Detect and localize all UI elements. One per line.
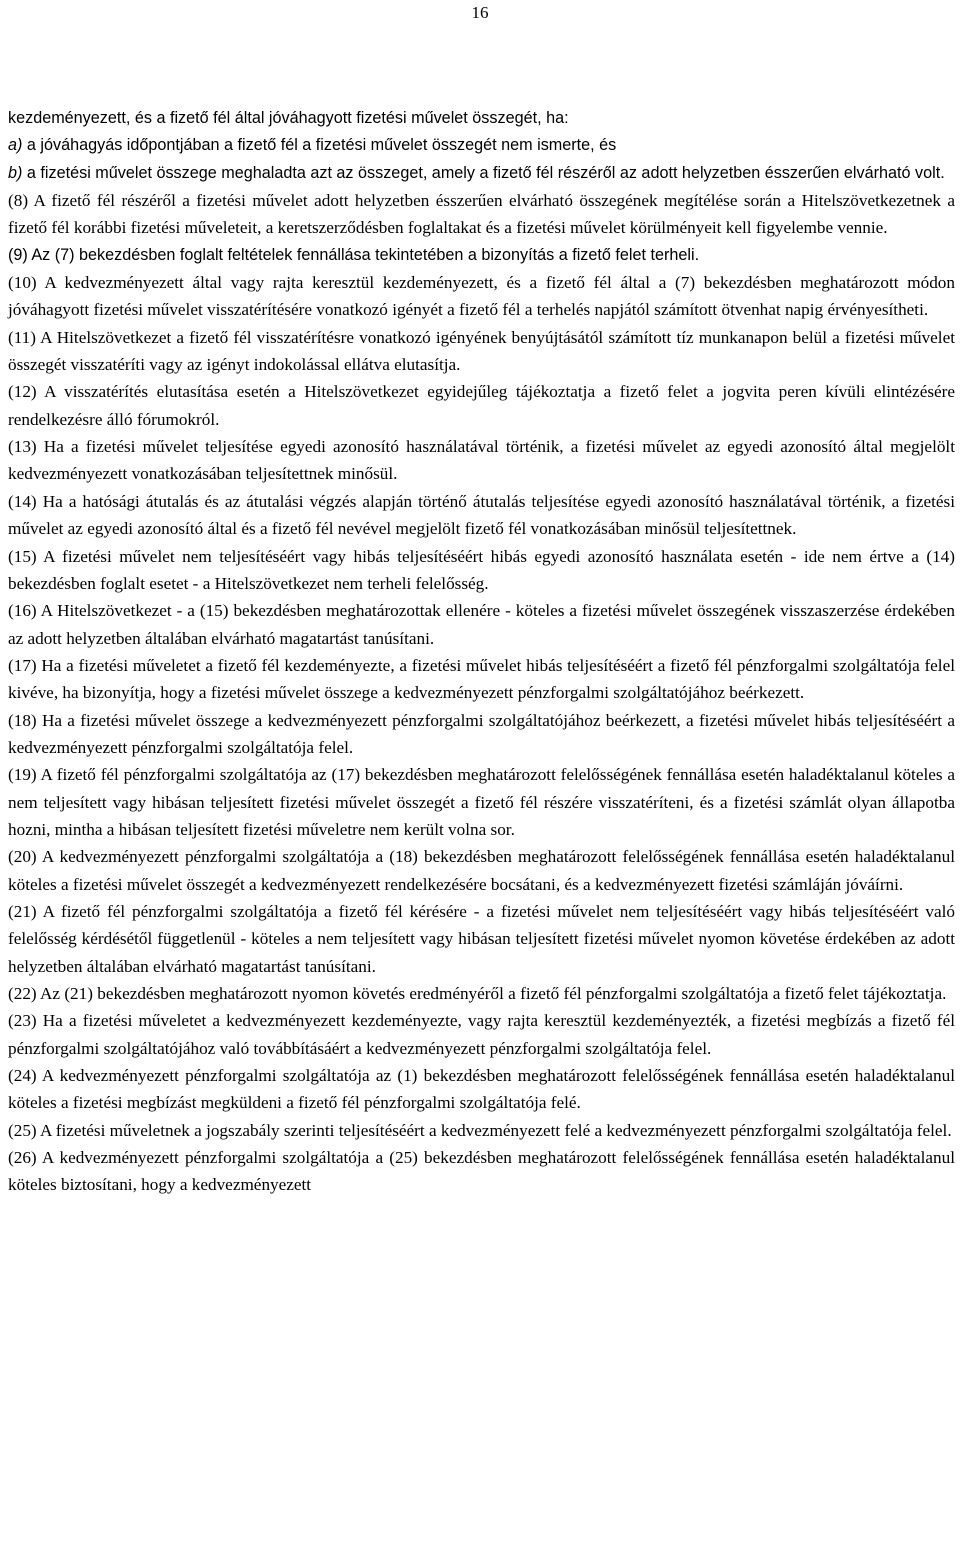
paragraph-21: (21) A fizető fél pénzforgalmi szolgáltatója a fizető fél kérésére - a fizetési művelet nem teljesítéséért vagy hibás teljesítéséért való felelősség kérdésétől függetlenül - köteles a nem teljesített vagy hibásan teljesített fizetési művelet nyomon követése érdekében az adott helyzetben általában elvárható magatartást tanúsítani. — [8, 901, 955, 976]
item-a-text: a jóváhagyás időpontjában a fizető fél a fizetési művelet összegét nem ismerte, és — [22, 136, 617, 155]
item-b-text: a fizetési művelet összege meghaladta azt az összeget, amely a fizető fél részéről az adott helyzetben ésszerűen elvárható volt. — [22, 163, 945, 182]
paragraph-18: (18) Ha a fizetési művelet összege a kedvezményezett pénzforgalmi szolgáltatójához beérkezett, a fizetési művelet hibás teljesítéséért a kedvezményezett pénzforgalmi szolgáltatója felel. — [8, 710, 955, 757]
page-number: 16 — [471, 3, 489, 22]
intro-line: kezdeményezett, és a fizető fél által jóváhagyott fizetési művelet összegét, ha: — [8, 109, 569, 127]
paragraph-22: (22) Az (21) bekezdésben meghatározott nyomon követés eredményéről a fizető fél pénzforgalmi szolgáltatója a fizető felet tájékoztatja. — [8, 984, 947, 1003]
document-body — [8, 105, 955, 1199]
paragraph-8: (8) A fizető fél részéről a fizetési művelet adott helyzetben ésszerűen elvárható összegének megítélése során a Hitelszövetkezetnek a fizető fél korábbi fizetési műveleteit, a keretszerződésben foglaltakat és a fizetési művelet körülményeit kell figyelembe vennie. — [8, 191, 955, 238]
item-a-marker: a) — [8, 136, 23, 155]
paragraph-19: (19) A fizető fél pénzforgalmi szolgáltatója az (17) bekezdésben meghatározott felelősségének fennállása esetén haladéktalanul köteles a nem teljesített vagy hibásan teljesített fizetési művelet összegét a fizető fél részére visszatéríteni, és a fizetési számlát olyan állapotba hozni, mintha a hibásan teljesített fizetési műveletre nem került volna sor. — [8, 765, 955, 839]
paragraph-20: (20) A kedvezményezett pénzforgalmi szolgáltatója a (18) bekezdésben meghatározott felelősségének fennállása esetén haladéktalanul köteles a fizetési művelet összegét a kedvezményezett rendelkezésére bocsátani, és a kedvezményezett fizetési számláján jóváírni. — [8, 847, 955, 894]
intro-item-b — [8, 160, 955, 187]
paragraph-12: (12) A visszatérítés elutasítása esetén a Hitelszövetkezet egyidejűleg tájékoztatja a fizető felet a jogvita peren kívüli elintézésére rendelkezésre álló fórumokról. — [8, 382, 955, 429]
intro-item-a — [8, 132, 955, 159]
paragraph-23: (23) Ha a fizetési műveletet a kedvezményezett kezdeményezte, vagy rajta keresztül kezdeményezték, a fizetési megbízás a fizető fél pénzforgalmi szolgáltatójához való továbbításáért a kedvezményezett pénzforgalmi szolgáltatója felel. — [8, 1011, 955, 1058]
paragraph-26: (26) A kedvezményezett pénzforgalmi szolgáltatója a (25) bekezdésben meghatározott felelősségének fennállása esetén haladéktalanul köteles biztosítani, hogy a kedvezményezett — [8, 1148, 955, 1195]
paragraph-11: (11) A Hitelszövetkezet a fizető fél visszatérítésre vonatkozó igényének benyújtásától számított tíz munkanapon belül a fizetési művelet összegét visszatéríti vagy az igényt indokolással ellátva elutasítja. — [8, 327, 955, 375]
paragraph-15: (15) A fizetési művelet nem teljesítéséért vagy hibás teljesítéséért hibás egyedi azonosító használata esetén - ide nem értve a (14) bekezdésben foglalt esetet - a Hitelszövetkezet nem terheli felelősség. — [8, 546, 955, 593]
paragraph-9: (9) Az (7) bekezdésben foglalt feltételek fennállása tekintetében a bizonyítás a fizető felet terheli. — [8, 245, 700, 264]
item-b-marker: b) — [8, 163, 23, 182]
paragraph-25: (25) A fizetési műveletnek a jogszabály szerinti teljesítéséért a kedvezményezett felé a kedvezményezett pénzforgalmi szolgáltatója felel. — [8, 1120, 952, 1140]
paragraph-16: (16) A Hitelszövetkezet - a (15) bekezdésben meghatározottak ellenére - köteles a fizetési művelet összegének visszaszerzése érdekében az adott helyzetben általában elvárható magatartást tanúsítani. — [8, 601, 955, 648]
paragraph-17: (17) Ha a fizetési műveletet a fizető fél kezdeményezte, a fizetési művelet hibás teljesítéséért a fizető fél pénzforgalmi szolgáltatója felel kivéve, ha bizonyítja, hogy a fizetési művelet összege a kedvezményezett pénzforgalmi szolgáltatójához beérkezett. — [8, 655, 955, 703]
paragraph-14: (14) Ha a hatósági átutalás és az átutalási végzés alapján történő átutalás teljesítése egyedi azonosító használatával történik, a fizetési művelet az egyedi azonosító által és a fizető fél nevével megjelölt fizető fél vonatkozásában minősül teljesítettnek. — [8, 491, 955, 539]
paragraph-10: (10) A kedvezményezett által vagy rajta keresztül kezdeményezett, és a fizető fél által a (7) bekezdésben meghatározott módon jóváhagyott fizetési művelet visszatérítésére vonatkozó igényét a fizető fél a terhelés napjától számított ötvenhat napig érvényesítheti. — [8, 273, 955, 320]
paragraph-13: (13) Ha a fizetési művelet teljesítése egyedi azonosító használatával történik, a fizetési művelet az egyedi azonosító által megjelölt kedvezményezett vonatkozásában teljesítettnek minősül. — [8, 437, 955, 484]
paragraph-24: (24) A kedvezményezett pénzforgalmi szolgáltatója az (1) bekezdésben meghatározott felelősségének fennállása esetén haladéktalanul köteles a fizetési megbízást megküldeni a fizető fél pénzforgalmi szolgáltatója felé. — [8, 1066, 955, 1113]
